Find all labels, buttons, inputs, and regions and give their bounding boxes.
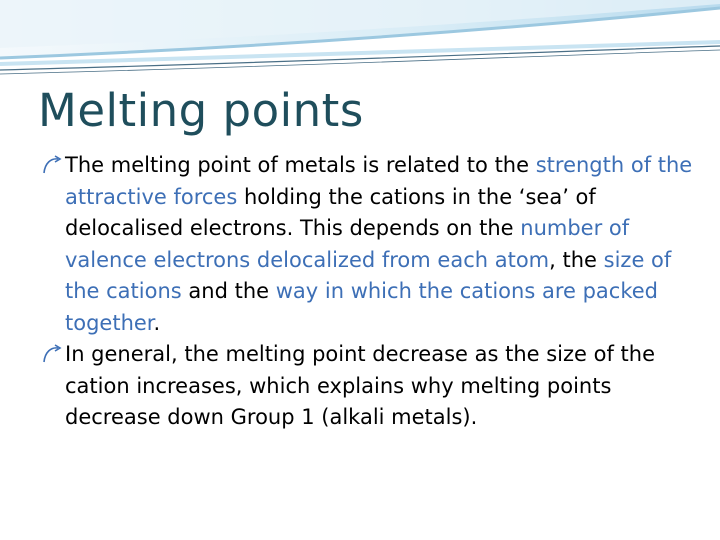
highlight-text-segment: way in which the cations are packed together xyxy=(65,279,658,335)
bullet-item xyxy=(38,339,710,434)
bullet-item xyxy=(38,150,710,339)
bullet-text-segment: . xyxy=(153,310,161,335)
highlight-text-segment: size of the cations xyxy=(65,247,672,303)
bullet-text-segment: The melting point of metals is related to the xyxy=(65,153,536,177)
curved-arrow-bullet-icon xyxy=(41,153,63,179)
bullet-text-segment: holding the cations in the ‘sea’ of delocalised electrons. This depends on the xyxy=(65,184,596,240)
bullet-text-segment: In general, the melting point decrease as the size of the cation increases, which explains why melting points decrease down Group 1 (alkali metals). xyxy=(65,342,655,429)
bullet-list xyxy=(38,150,710,434)
bullet-text-segment: , the xyxy=(549,247,604,272)
highlight-text-segment: number of valence electrons delocalized from each atom xyxy=(65,216,630,272)
bullet-text-segment: and the xyxy=(181,279,276,303)
highlight-text-segment: strength of the attractive forces xyxy=(65,153,693,209)
slide-title: Melting points xyxy=(38,84,364,137)
header-wave-banner xyxy=(0,0,720,90)
curved-arrow-bullet-icon xyxy=(41,342,63,368)
